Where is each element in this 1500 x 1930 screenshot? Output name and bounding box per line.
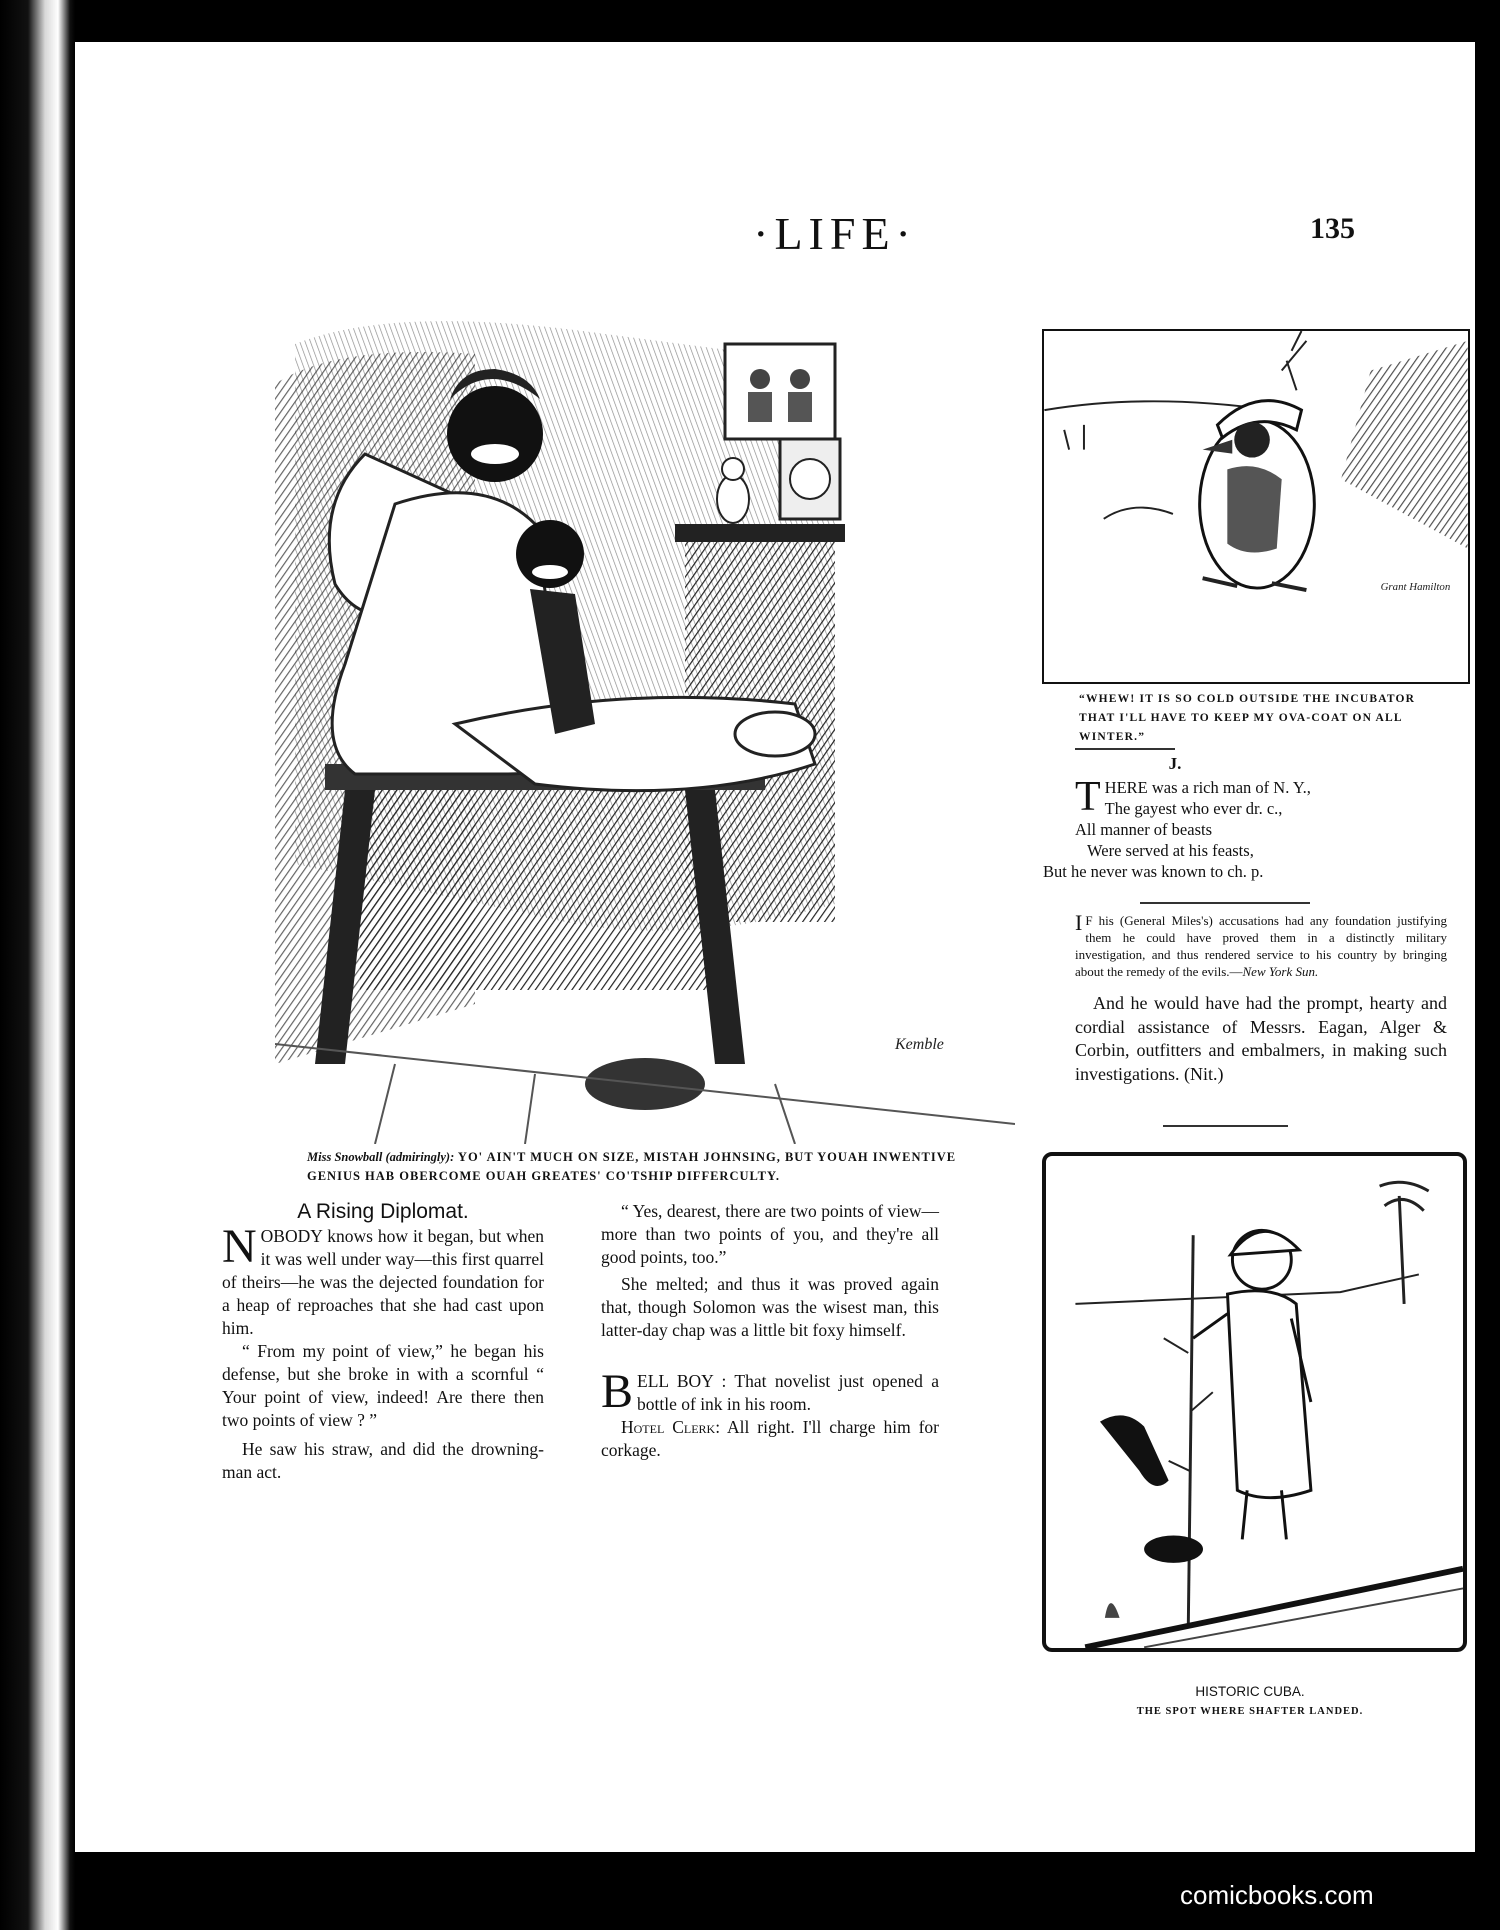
miles-quote-source: New York Sun. [1242, 964, 1319, 979]
cuba-caption-title: HISTORIC CUBA. [1195, 1684, 1305, 1699]
article-paragraph-3: He saw his straw, and did the drowning-man act. [222, 1439, 544, 1482]
page-number: 135 [1310, 212, 1355, 245]
miles-quote-text: F his (General Miles's) accusations had any foundation justifying them he could have proved them in a distinctly military investigation, and thus rendered service to his country by bringing about the remedy of the evils.— [1075, 913, 1447, 979]
miles-response: And he would have had the prompt, hearty and cordial assistance of Messrs. Eagan, Alger & Corbin, outfitters and embalmers, in making such investigations. (Nit.) [1075, 993, 1447, 1084]
cuba-cartoon-caption [1080, 1682, 1420, 1722]
article-column-middle [601, 1200, 939, 1462]
poem-line-2: The gayest who ever dr. c., [1104, 799, 1283, 818]
hotel-clerk-label: Hotel Clerk: [621, 1417, 721, 1437]
cuba-caption-subtitle: THE SPOT WHERE SHAFTER LANDED. [1136, 1706, 1364, 1717]
bellboy-line-2: All right. I'll charge him for corkage. [601, 1417, 939, 1460]
bellboy-line-1: ELL BOY : That novelist just opened a bottle of ink in his room. [637, 1371, 939, 1414]
main-cartoon-caption [307, 1148, 1007, 1186]
divider-rule [1075, 748, 1175, 750]
main-cartoon-illustration [275, 304, 1015, 1144]
poem-line-4: Were served at his feasts, [1087, 841, 1254, 860]
article-paragraph-4: “ Yes, dearest, there are two points of view—more than two points of you, and they're all good points, too.” [601, 1201, 939, 1267]
watermark: comicbooks.com [1180, 1880, 1374, 1910]
magazine-page [75, 42, 1475, 1852]
poem-line-1: HERE was a rich man of N. Y., [1104, 778, 1311, 797]
caption-speaker: Miss Snowball (admiringly): [307, 1150, 455, 1164]
masthead: ·LIFE· [753, 208, 917, 259]
divider-rule [1163, 1125, 1288, 1127]
page-binding-gutter [0, 0, 75, 1930]
poem-title: J. [1168, 754, 1182, 773]
caption-text: YO' AIN'T MUCH ON SIZE, MISTAH JOHNSING, BUT YOUAH INWENTIVE GENIUS HAB OBERCOME OUAH GREATES' CO'TSHIP DIFFERCULTY. [307, 1150, 957, 1183]
article-paragraph-1: OBODY knows how it began, but when it was well under way—this first quarrel of theirs—he was the dejected foundation for a heap of reproaches that she had cast upon him. [222, 1226, 544, 1338]
poem [1043, 774, 1415, 882]
article-drop-cap: N [222, 1220, 257, 1273]
incubator-cartoon-signature: Grant Hamilton [1380, 581, 1451, 594]
article-paragraph-2: “ From my point of view,” he began his defense, but she broke in with a scornful “ Your point of view, indeed! Are there then two points of view ? ” [222, 1341, 544, 1430]
poem-line-5: But he never was known to ch. p. [1043, 862, 1264, 881]
divider-rule [1140, 902, 1310, 904]
article-title: A Rising Diplomat. [297, 1200, 469, 1223]
cuba-cartoon-illustration [1042, 1152, 1467, 1652]
poem-drop-cap: T [1075, 774, 1101, 820]
poem-line-3: All manner of beasts [1075, 820, 1213, 839]
main-cartoon-signature: Kemble [895, 1036, 944, 1053]
miles-quote [1075, 912, 1447, 980]
miles-drop-cap: I [1075, 910, 1083, 935]
article-paragraph-5: She melted; and thus it was proved again that, though Solomon was the wisest man, this latter-day chap was a little bit foxy himself. [601, 1274, 939, 1340]
bellboy-drop-cap: B [601, 1365, 634, 1418]
incubator-cartoon-illustration [1042, 329, 1470, 684]
article-column-left [222, 1200, 544, 1484]
incubator-cartoon-caption: “WHEW! IT IS SO COLD OUTSIDE THE INCUBATOR THAT I'LL HAVE TO KEEP MY OVA-COAT ON ALL WINTER.” [1079, 693, 1416, 743]
